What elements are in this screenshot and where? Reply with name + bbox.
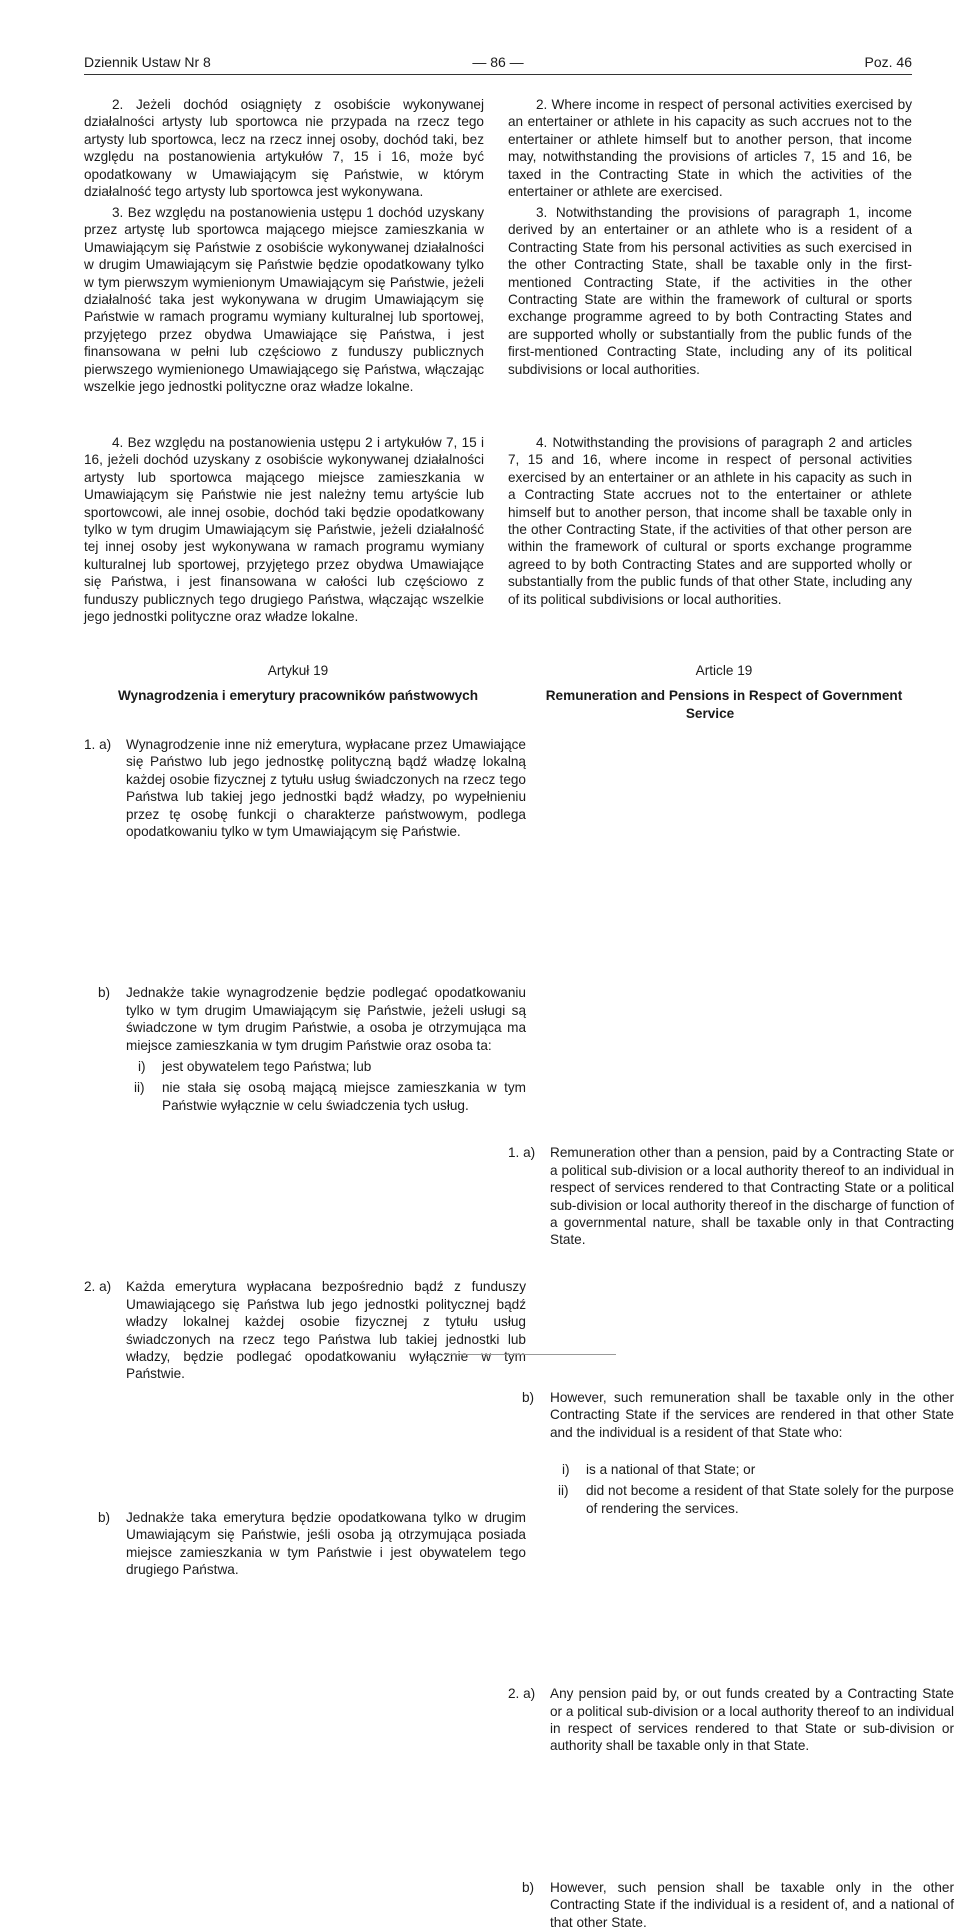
english-paragraph-2: 2. Where income in respect of personal activities exercised by an entertainer or athlete in his capacity as such accrues not to the entertainer or athlete himself but to another person, that income may, notwithstanding the provisions of articles 7, 15 and 16, be taxed in the Contracting State in which the activities of the entertainer or athlete are exercised. <box>508 97 912 200</box>
item-number: b) <box>522 1879 535 1895</box>
english-item-1b: b) However, such remuneration shall be taxable only in the other Contracting State if the services are rendered in that other State and the individual is a resident of that State who: i) is a national of that State; or ii) did not become a resident of that State solely for the purpose of rendering the services. <box>522 1389 954 1516</box>
english-paragraph-3: 3. Notwithstanding the provisions of paragraph 1, income derived by an entertainer or an athlete who is a resident of a Contracting State from his personal activities as such exercised in the other Contracting State, shall be taxable only in the first-mentioned Contracting State, if the activities in the other Contracting State are within the framework of cultural or sports exchange programme agreed to by both Contracting States and are supported wholly or substantially from the public funds of the first-mentioned Contracting State, including any of its political subdivisions or local authorities. <box>508 205 912 377</box>
journal-title: Dziennik Ustaw Nr 8 <box>84 54 211 70</box>
article-subtitle: Wynagrodzenia i emerytury pracowników państwowych <box>117 688 479 704</box>
position-number: Poz. 46 <box>864 54 912 70</box>
polish-item-1b: b) Jednakże takie wynagrodzenie będzie podlegać opodatkowaniu tylko w tym drugim Umawiającym się Państwie, jeżeli usługi są świadczone w tym drugim Państwie, a osoba je otrzymująca ma miejsce zamieszkania w tym drugim Państwie oraz osoba ta: i) jest obywatelem tego Państwa; lub ii) nie stała się osobą mającą miejsce zamieszkania w tym Państwie wyłącznie w celu świadczenia tych usług. <box>98 985 526 1113</box>
english-item-1b-ii: ii) did not become a resident of that State solely for the purpose of rendering the services. <box>558 1483 954 1516</box>
article-title: Article 19 <box>695 663 753 678</box>
english-item-2a: 2. a) Any pension paid by, or out funds created by a Contracting State or a political sub-division or a local authority thereof to an individual in respect of services rendered to that State or sub-division or authority shall be taxable only in that State. <box>508 1686 954 1754</box>
english-item-1a: 1. a) Remuneration other than a pension, paid by a Contracting State or a political sub-division or a local authority thereof to an individual in respect of services rendered to that Contracting State or a political sub-division or local authority thereof in the discharge of function of a governmental nature, shall be taxable only in that Contracting State. <box>508 1145 954 1248</box>
article-subtitle: Remuneration and Pensions in Respect of Government Service <box>545 688 903 721</box>
english-paragraph-4: 4. Notwithstanding the provisions of paragraph 2 and articles 7, 15 and 16, where income in respect of personal activities exercised by an entertainer or an athlete in his capacity as such in a Contracting State accrues not to the entertainer or athlete himself but to another person, that income shall be taxable only in the other Contracting State, if the activities of that other person are within the framework of cultural or sports exchange programme agreed to by both Contracting States and are supported wholly or substantially from the public funds of that other State, including any of its political subdivisions or local authorities. <box>508 435 912 607</box>
polish-paragraph-4: 4. Bez względu na postanowienia ustępu 2 i artykułów 7, 15 i 16, jeżeli dochód uzyskany z osobiście wykonywanej działalności artysty lub sportowca mającego miejsce zamieszkania w Umawiającym się Państwie nie jest należny temu artyście lub sportowcowi, ale innej osobie, dochód taki będzie opodatkowany tylko w tym drugim Umawiającym się Państwie, jeżeli działalność tej innej osoby jest wykonywana w ramach programu wymiany kulturalnej lub sportowej, przyjętego przez obydwa Umawiające się Państwa, i jest finansowana w całości lub częściowo z funduszy publicznych tego drugiego Państwa, włączając wszelkie jego jednostki polityczne oraz władze lokalne. <box>84 435 484 625</box>
article-title: Artykuł 19 <box>267 663 329 678</box>
polish-paragraph-2: 2. Jeżeli dochód osiągnięty z osobiście wykonywanej działalności artysty lub sportowca nie przypada na rzecz tego artysty lub sportowca, lecz na rzecz innej osoby, dochód taki, bez względu na postanowienia artykułów 7, 15 i 16, może być opodatkowany w Umawiającym się Państwie, w którym działalność tego artysty lub sportowca jest wykonywana. <box>84 97 484 200</box>
page-header <box>84 52 912 75</box>
english-item-2b: b) However, such pension shall be taxable only in the other Contracting State if the individual is a resident of, and a national of that other State. <box>522 1879 954 1930</box>
polish-item-1b-i: i) jest obywatelem tego Państwa; lub <box>138 1059 372 1075</box>
polish-item-1a: 1. a) Wynagrodzenie inne niż emerytura, wypłacane przez Umawiające się Państwo lub jego jednostkę polityczną bądź władzę lokalną każdej osobie fizycznej z tytułu usług świadczonych na rzecz tego Państwa lub takiej jego jednostki bądź władzy, po wypełnieniu przez tę osobę funkcji o charakterze państwowym, podlega opodatkowaniu tylko w tym Umawiającym się Państwie. <box>84 737 526 840</box>
item-number: ii) <box>134 1080 145 1096</box>
item-number: b) <box>98 985 111 1001</box>
polish-item-2a: 2. a) Każda emerytura wypłacana bezpośrednio bądź z funduszy Umawiającego się Państwa lub jego jednostki politycznej bądź władzy lokalnej każdej osobie fizycznej z tytułu usług świadczonych na rzecz tego Państwa lub takiej jednostki lub władzy, będzie podlegać opodatkowaniu wyłącznie w tym Państwie. <box>84 1279 526 1382</box>
item-number: i) <box>138 1059 146 1075</box>
item-number: 2. a) <box>508 1686 536 1702</box>
page-number: — 86 — <box>472 54 524 70</box>
polish-article-heading <box>84 662 484 705</box>
item-number: ii) <box>558 1483 569 1499</box>
footer-rule <box>446 1354 616 1355</box>
item-number: b) <box>522 1389 535 1405</box>
polish-item-2b: b) Jednakże taka emerytura będzie opodatkowana tylko w drugim Umawiającym się Państwie, jeśli osoba ją otrzymująca posiada miejsce zamieszkania w tym Państwie i jest obywatelem tego drugiego Państwa. <box>98 1509 526 1577</box>
english-article-heading <box>508 662 912 722</box>
polish-item-1b-ii: ii) nie stała się osobą mającą miejsce zamieszkania w tym Państwie wyłącznie w celu świadczenia tych usług. <box>134 1080 526 1113</box>
item-number: 2. a) <box>84 1279 112 1295</box>
item-number: 1. a) <box>84 737 112 752</box>
english-item-1b-i: i) is a national of that State; or <box>562 1462 756 1477</box>
item-number: b) <box>98 1509 111 1525</box>
item-number: i) <box>562 1462 570 1477</box>
polish-paragraph-3: 3. Bez względu na postanowienia ustępu 1 dochód uzyskany przez artystę lub sportowca mającego miejsce zamieszkania w Umawiającym się Państwie z osobiście wykonywanej działalności w drugim Umawiającym się Państwie będzie opodatkowany tylko w tym pierwszym wymienionym Umawiającym się Państwie, jeżeli działalność taka jest wykonywana w drugim Umawiającym się Państwie w ramach programu wymiany kulturalnej lub sportowej, przyjętego przez obydwa Umawiające się Państwa, i jest finansowana w pełni lub częściowo z funduszy publicznych pierwszego wymienionego Umawiającego się Państwa, włączając wszelkie jego jednostki polityczne oraz władze lokalne. <box>84 205 484 395</box>
item-number: 1. a) <box>508 1145 536 1161</box>
